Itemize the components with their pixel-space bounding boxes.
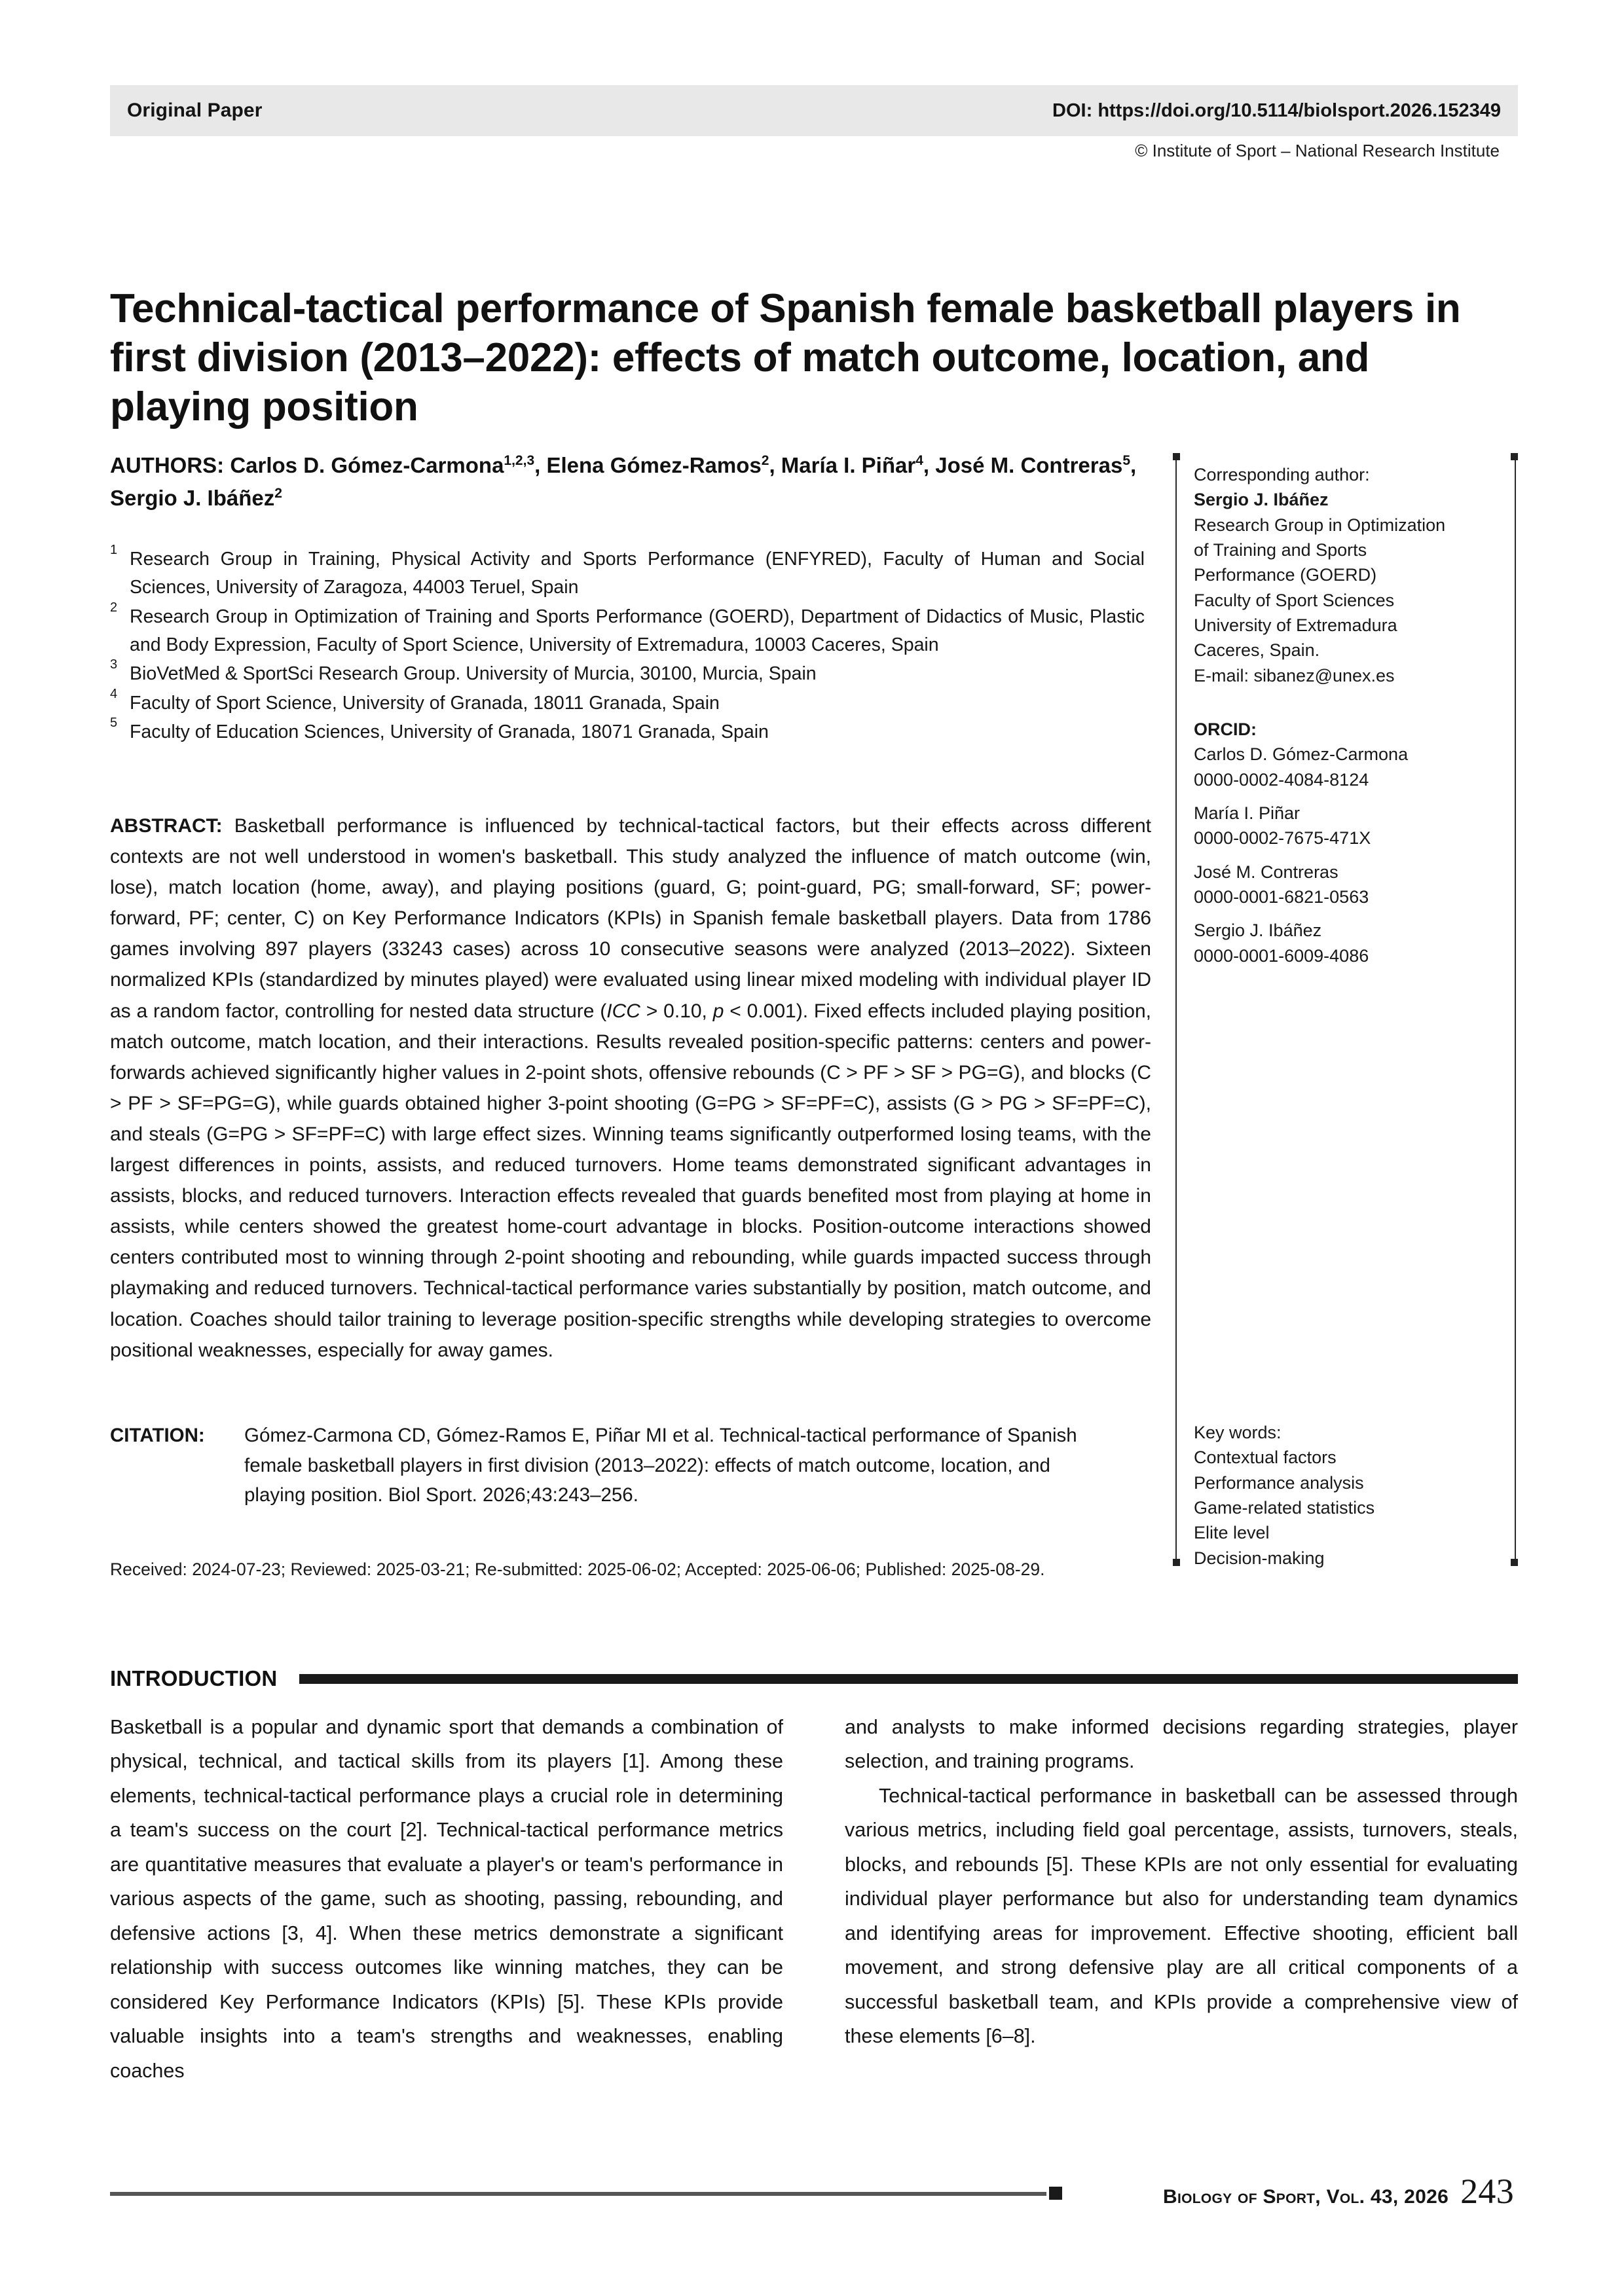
statistic-symbol: ICC <box>606 1000 640 1022</box>
intro-paragraph-right-1: and analysts to make informed decisions regarding strategies, player selection, and training programs. <box>845 1716 1518 1773</box>
orcid-id[interactable]: 0000-0002-7675-471X <box>1194 828 1371 848</box>
affiliation-number: 2 <box>110 600 118 615</box>
orcid-label: ORCID: <box>1194 719 1257 739</box>
corresponding-address-line: Caceres, Spain. <box>1194 640 1320 661</box>
author-list <box>110 449 1145 515</box>
page-number: 243 <box>1460 2172 1514 2211</box>
corresponding-address-line: of Training and Sports <box>1194 539 1367 560</box>
corresponding-author-address <box>1194 513 1502 688</box>
author-name: Elena Gómez-Ramos <box>540 453 762 477</box>
copyright-notice: © Institute of Sport – National Research Institute <box>1135 141 1500 160</box>
citation-label: CITATION: <box>110 1425 205 1446</box>
corresponding-author-name: Sergio J. Ibáñez <box>1194 490 1329 510</box>
corresponding-author-label: Corresponding author: <box>1194 465 1370 484</box>
author-name: Carlos D. Gómez-Carmona <box>230 453 504 477</box>
body-column-right <box>845 1710 1518 2054</box>
sidebar-box <box>1175 453 1516 1566</box>
footer-rule <box>110 2192 1046 2196</box>
author-affiliation-marker: 2 <box>274 486 282 501</box>
orcid-author-name: María I. Piñar <box>1194 803 1301 823</box>
footer-journal-line: Biology of Sport, Vol. 43, 2026 <box>1162 2186 1449 2208</box>
keywords-block <box>1194 1420 1502 1571</box>
orcid-entry <box>1194 860 1502 910</box>
orcid-id[interactable]: 0000-0002-4084-8124 <box>1194 769 1369 790</box>
orcid-author-name: Carlos D. Gómez-Carmona <box>1194 744 1409 765</box>
orcid-entry <box>1194 801 1502 851</box>
affiliation-item <box>110 545 1145 602</box>
orcid-author-name: José M. Contreras <box>1194 862 1338 882</box>
body-column-left <box>110 1710 783 2088</box>
affiliation-item <box>110 686 1145 718</box>
introduction-heading <box>110 1666 1518 1691</box>
keyword-item: Game-related statistics <box>1194 1497 1375 1518</box>
citation-line-3: playing position. Biol Sport. 2026;43:243–256. <box>244 1484 638 1506</box>
affiliation-list <box>110 545 1145 747</box>
section-title: INTRODUCTION <box>110 1666 278 1690</box>
keyword-item: Performance analysis <box>1194 1472 1364 1493</box>
keywords-items <box>1194 1445 1502 1571</box>
footer-square-marker <box>1049 2187 1062 2200</box>
footer <box>1163 2171 1514 2212</box>
corner-tick-bottom-right <box>1511 1559 1518 1566</box>
affiliation-number: 1 <box>110 543 118 557</box>
corner-tick-top-left <box>1173 453 1180 460</box>
corresponding-address-line: University of Extremadura <box>1194 615 1397 635</box>
abstract-text: Basketball performance is influenced by technical-tactical factors, but their effects across different contexts are not well understood in women's basketball. This study analyzed the influence of match outcome (win, lose), match location (home, away), and playing positions (guard, G; point-guard, PG; small-forward, SF; power-forward, PF; center, C) on Key Performance Indicators (KPIs) in Spanish female basketball players. Data from 1786 games involving 897 players (33243 cases) across 10 consecutive seasons were analyzed (2013–2022). Sixteen normalized KPIs (standardized by minutes played) were evaluated using linear mixed modeling with individual player ID as a random factor, controlling for nested data structure (ICC > 0.10, p < 0.001). Fixed effects included playing position, match outcome, match location, and their interactions. Results revealed position-specific patterns: centers and power-forwards achieved significantly higher values in 2-point shots, offensive rebounds (C > PF > SF > PG=G), and blocks (C > PF > SF=PG=G), while guards obtained higher 3-point shooting (G=PG > SF=PF=C), assists (G > PG > SF=PF=C), and steals (G=PG > SF=PF=C) with large effect sizes. Winning teams significantly outperformed losing teams, with the largest differences in points, assists, and reduced turnovers. Home teams demonstrated significant advantages in assists, blocks, and reduced turnovers. Interaction effects revealed that guards benefited most from playing at home in assists, while centers showed the greatest home-court advantage in blocks. Position-outcome interactions showed centers contributed most to winning through 2-point shooting and rebounding, while guards impacted success through playmaking and reduced turnovers. Technical-tactical performance varies substantially by position, match outcome, and location. Coaches should tailor training to leverage position-specific strengths while developing strategies to overcome positional weaknesses, especially for away games. <box>110 815 1152 1361</box>
header-bar <box>110 85 1518 136</box>
affiliation-number: 5 <box>110 715 118 730</box>
affiliation-text: Faculty of Sport Science, University of Granada, 18011 Granada, Spain <box>130 692 720 714</box>
corresponding-address-line: Performance (GOERD) <box>1194 565 1377 585</box>
affiliation-number: 3 <box>110 657 118 672</box>
affiliation-item <box>110 657 1145 688</box>
citation-line-2: female basketball players in first division (2013–2022): effects of match outcome, location, and <box>244 1454 1050 1476</box>
orcid-entry <box>1194 742 1502 792</box>
orcid-id[interactable]: 0000-0001-6009-4086 <box>1194 945 1369 966</box>
author-name: José M. Contreras <box>929 453 1123 477</box>
author-affiliation-marker: 2 <box>761 453 769 468</box>
keyword-item: Contextual factors <box>1194 1448 1337 1468</box>
statistic-symbol: p <box>712 1000 724 1022</box>
affiliation-item <box>110 715 1145 746</box>
citation-line-1: Gómez-Carmona CD, Gómez-Ramos E, Piñar MI et al. Technical-tactical performance of Spanish <box>244 1425 1077 1446</box>
author-name: María I. Piñar <box>775 453 916 477</box>
corner-tick-bottom-left <box>1173 1559 1180 1566</box>
affiliation-text: BioVetMed & SportSci Research Group. University of Murcia, 30100, Murcia, Spain <box>130 663 817 685</box>
abstract-block <box>110 811 1151 1366</box>
intro-paragraph-right-2: Technical-tactical performance in basketball can be assessed through various metrics, including field goal percentage, assists, turnovers, steals, blocks, and rebounds [5]. These KPIs are not only essential for evaluating individual player performance but also for understanding team dynamics and identifying areas for improvement. Effective shooting, efficient ball movement, and strong defensive play are all critical components of a successful basketball team, and KPIs provide a comprehensive view of these elements [6–8]. <box>845 1784 1518 2048</box>
author-affiliation-marker: 4 <box>915 453 923 468</box>
article-type-label: Original Paper <box>127 100 263 121</box>
section-rule <box>299 1674 1518 1684</box>
author-name: Sergio J. Ibáñez <box>110 486 275 511</box>
affiliation-text: Faculty of Education Sciences, University of Granada, 18071 Granada, Spain <box>130 721 769 742</box>
corresponding-address-line: Faculty of Sport Sciences <box>1194 590 1395 610</box>
author-affiliation-marker: 1,2,3 <box>504 453 535 468</box>
corner-tick-top-right <box>1511 453 1518 460</box>
orcid-id[interactable]: 0000-0001-6821-0563 <box>1194 886 1369 907</box>
sidebar-left-rule <box>1175 453 1177 1566</box>
keyword-item: Decision-making <box>1194 1548 1325 1568</box>
abstract-label: ABSTRACT: <box>110 815 223 837</box>
affiliation-number: 4 <box>110 686 118 701</box>
page-title: Technical-tactical performance of Spanish female basketball players in first division (2013–2022): effects of match outcome, location, and playing position <box>110 285 1461 429</box>
doi-line <box>1052 100 1501 122</box>
doi-value[interactable]: https://doi.org/10.5114/biolsport.2026.152349 <box>1098 100 1501 121</box>
keyword-item: Elite level <box>1194 1523 1270 1543</box>
orcid-entry <box>1194 918 1502 968</box>
corresponding-address-line: Research Group in Optimization <box>1194 515 1446 535</box>
author-affiliation-marker: 5 <box>1122 453 1131 468</box>
sidebar-spacer <box>1194 688 1502 717</box>
sidebar-content <box>1194 462 1502 977</box>
orcid-author-name: Sergio J. Ibáñez <box>1194 920 1322 941</box>
publication-dates: Received: 2024-07-23; Reviewed: 2025-03-21; Re-submitted: 2025-06-02; Accepted: 2025-06-06; Published: 2025-08-29. <box>110 1559 1045 1579</box>
intro-paragraph-left: Basketball is a popular and dynamic sport that demands a combination of physical, technical, and tactical skills from its players [1]. Among these elements, technical-tactical performance plays a crucial role in determining a team's success on the court [2]. Technical-tactical performance metrics are quantitative measures that evaluate a player's or team's performance in various aspects of the game, such as shooting, passing, rebounding, and defensive actions [3, 4]. When these metrics demonstrate a significant relationship with success outcomes like winning matches, they can be considered Key Performance Indicators (KPIs) [5]. These KPIs provide valuable insights into a team's strengths and weaknesses, enabling coaches <box>110 1716 783 2082</box>
authors-names: Carlos D. Gómez-Carmona$^{1,2,3}$, Elena Gómez-Ramos$^2$, María I. Piñar$^4$, José M. Contreras$^5$, Sergio J. Ibáñez$^2$ <box>110 453 1137 511</box>
corresponding-address-line[interactable]: E-mail: sibanez@unex.es <box>1194 665 1395 685</box>
affiliation-text: Research Group in Optimization of Training and Sports Performance (GOERD), Department of Didactics of Music, Plastic and Body Expression, Faculty of Sport Science, University of Extremadura, 10003 Caceres, Spain <box>130 606 1145 655</box>
doi-label: DOI: <box>1052 100 1093 121</box>
authors-label: AUTHORS: <box>110 453 225 477</box>
citation-block <box>110 1421 1151 1510</box>
affiliation-text: Research Group in Training, Physical Activity and Sports Performance (ENFYRED), Faculty of Human and Social Sciences, University of Zaragoza, 44003 Teruel, Spain <box>130 549 1145 598</box>
orcid-list <box>1194 742 1502 968</box>
sidebar-right-rule <box>1515 453 1516 1566</box>
affiliation-item <box>110 600 1145 660</box>
keywords-label: Key words: <box>1194 1423 1282 1442</box>
